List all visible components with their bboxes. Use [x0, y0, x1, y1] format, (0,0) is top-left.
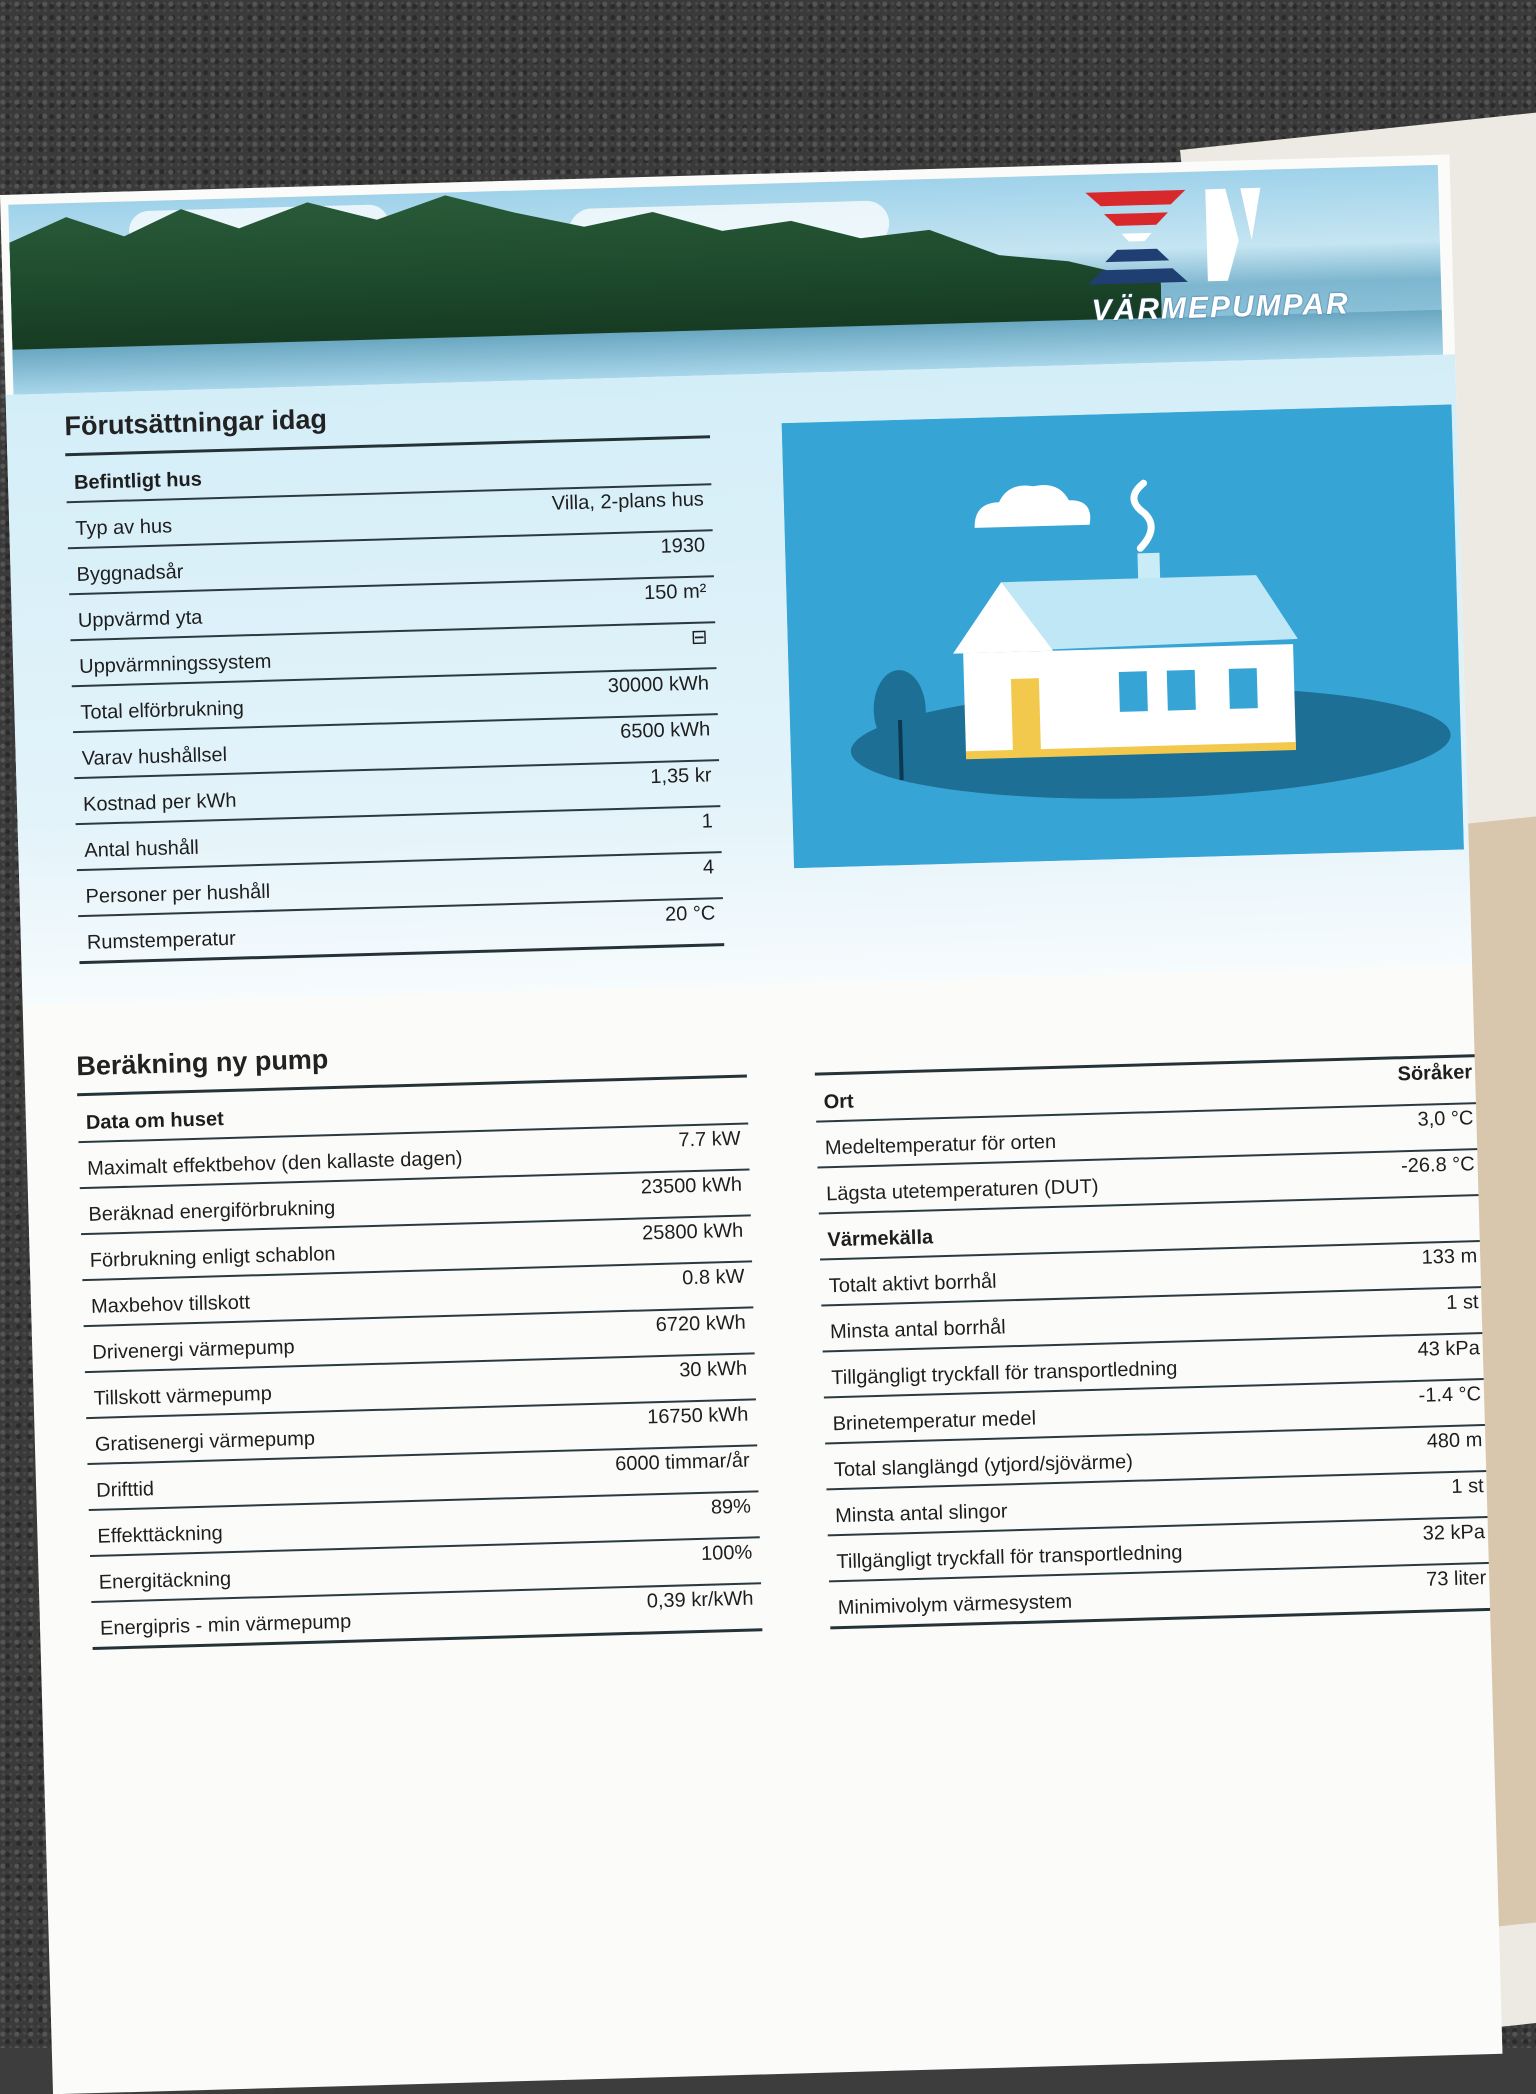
row-value: 1	[701, 810, 714, 833]
location-label: Ort	[823, 1090, 854, 1114]
row-value: 1 st	[1451, 1475, 1484, 1498]
row-label: Tillgängligt tryckfall för transportledning	[836, 1541, 1183, 1574]
row-label: Energitäckning	[98, 1568, 232, 1594]
row-value: 6500 kWh	[619, 718, 711, 743]
row-label: Byggnadsår	[76, 561, 184, 587]
row-label: Maxbehov tillskott	[90, 1291, 251, 1318]
row-value: 100%	[700, 1541, 753, 1565]
row-value: 6000 timmar/år	[614, 1449, 750, 1476]
row-label: Effekttäckning	[97, 1522, 224, 1548]
row-label: Kostnad per kWh	[82, 789, 237, 816]
row-value: 150 m²	[643, 580, 707, 605]
row-value: 32 kPa	[1422, 1521, 1486, 1545]
row-label: Rumstemperatur	[86, 927, 237, 954]
row-label: Förbrukning enligt schablon	[89, 1243, 336, 1272]
row-label: Brinetemperatur medel	[832, 1407, 1037, 1436]
group-label: Värmekälla	[827, 1226, 934, 1252]
row-value: 30 kWh	[678, 1357, 748, 1382]
row-value: 480 m	[1426, 1429, 1483, 1453]
row-label: Antal hushåll	[84, 836, 200, 862]
row-value: 6720 kWh	[655, 1311, 747, 1337]
row-value: 1930	[660, 534, 706, 558]
row-label: Lägsta utetemperaturen (DUT)	[825, 1175, 1099, 1206]
row-value: 16750 kWh	[646, 1403, 749, 1429]
section-title: Förutsättningar idag	[64, 403, 328, 442]
row-label: Medeltemperatur för orten	[824, 1130, 1057, 1160]
row-value: 4	[702, 856, 715, 879]
row-value: 23500 kWh	[640, 1173, 743, 1199]
row-label: Minsta antal borrhål	[829, 1316, 1006, 1344]
row-label: Personer per hushåll	[85, 880, 271, 908]
row-label: Tillskott värmepump	[93, 1382, 273, 1410]
current-conditions-section	[6, 354, 1472, 1004]
group-label: Befintligt hus	[73, 468, 203, 495]
row-value: 133 m	[1421, 1245, 1478, 1269]
row-value: 30000 kWh	[607, 672, 710, 698]
location-value: Söråker	[1397, 1061, 1473, 1086]
row-value: 43 kPa	[1417, 1337, 1481, 1361]
document-page	[0, 155, 1502, 2094]
row-value: 89%	[710, 1495, 752, 1519]
row-label: Minimivolym värmesystem	[837, 1590, 1073, 1620]
row-label: Uppvärmd yta	[77, 606, 203, 632]
row-label: Typ av hus	[75, 515, 173, 541]
house-illustration	[782, 405, 1464, 869]
row-label: Beräknad energiförbrukning	[88, 1197, 336, 1226]
row-value: 0.8 kW	[681, 1265, 745, 1290]
row-value: ⊟	[690, 626, 708, 649]
row-label: Totalt aktivt borrhål	[828, 1270, 997, 1298]
row-value: 7.7 kW	[678, 1127, 741, 1152]
row-value: -1.4 °C	[1418, 1383, 1482, 1407]
row-label: Energipris - min värmepump	[99, 1610, 352, 1640]
row-label: Drifttid	[95, 1478, 155, 1502]
row-value: 3,0 °C	[1417, 1107, 1474, 1131]
section-title: Beräkning ny pump	[75, 1044, 329, 1082]
row-label: Varav hushållsel	[81, 743, 228, 770]
row-label: Uppvärmningssystem	[78, 650, 272, 678]
row-value: 1 st	[1445, 1291, 1479, 1315]
row-label: Maximalt effektbehov (den kallaste dagen)	[86, 1147, 463, 1180]
row-value: Villa, 2-plans hus	[551, 488, 705, 515]
house-data-table	[77, 1078, 762, 1649]
row-value: 25800 kWh	[641, 1219, 744, 1245]
group-label: Data om huset	[85, 1108, 225, 1134]
row-value: 20 °C	[664, 902, 716, 926]
row-label: Total slanglängd (ytjord/sjövärme)	[833, 1450, 1134, 1482]
row-label: Tillgängligt tryckfall för transportledning	[831, 1357, 1178, 1390]
row-value: 1,35 kr	[650, 764, 712, 789]
row-label: Total elförbrukning	[80, 697, 245, 724]
row-value: -26.8 °C	[1400, 1153, 1475, 1178]
row-label: Gratisenergi värmepump	[94, 1427, 316, 1456]
existing-house-table	[65, 439, 724, 964]
brand-name: VÄRMEPUMPAR	[1091, 287, 1351, 328]
location-heat-source-table	[815, 1058, 1495, 1629]
row-label: Minsta antal slingor	[834, 1500, 1008, 1528]
new-pump-calculation-section	[23, 964, 1503, 2094]
row-label: Drivenergi värmepump	[92, 1336, 295, 1364]
row-value: 73 liter	[1425, 1567, 1487, 1591]
row-value: 0,39 kr/kWh	[646, 1587, 754, 1613]
